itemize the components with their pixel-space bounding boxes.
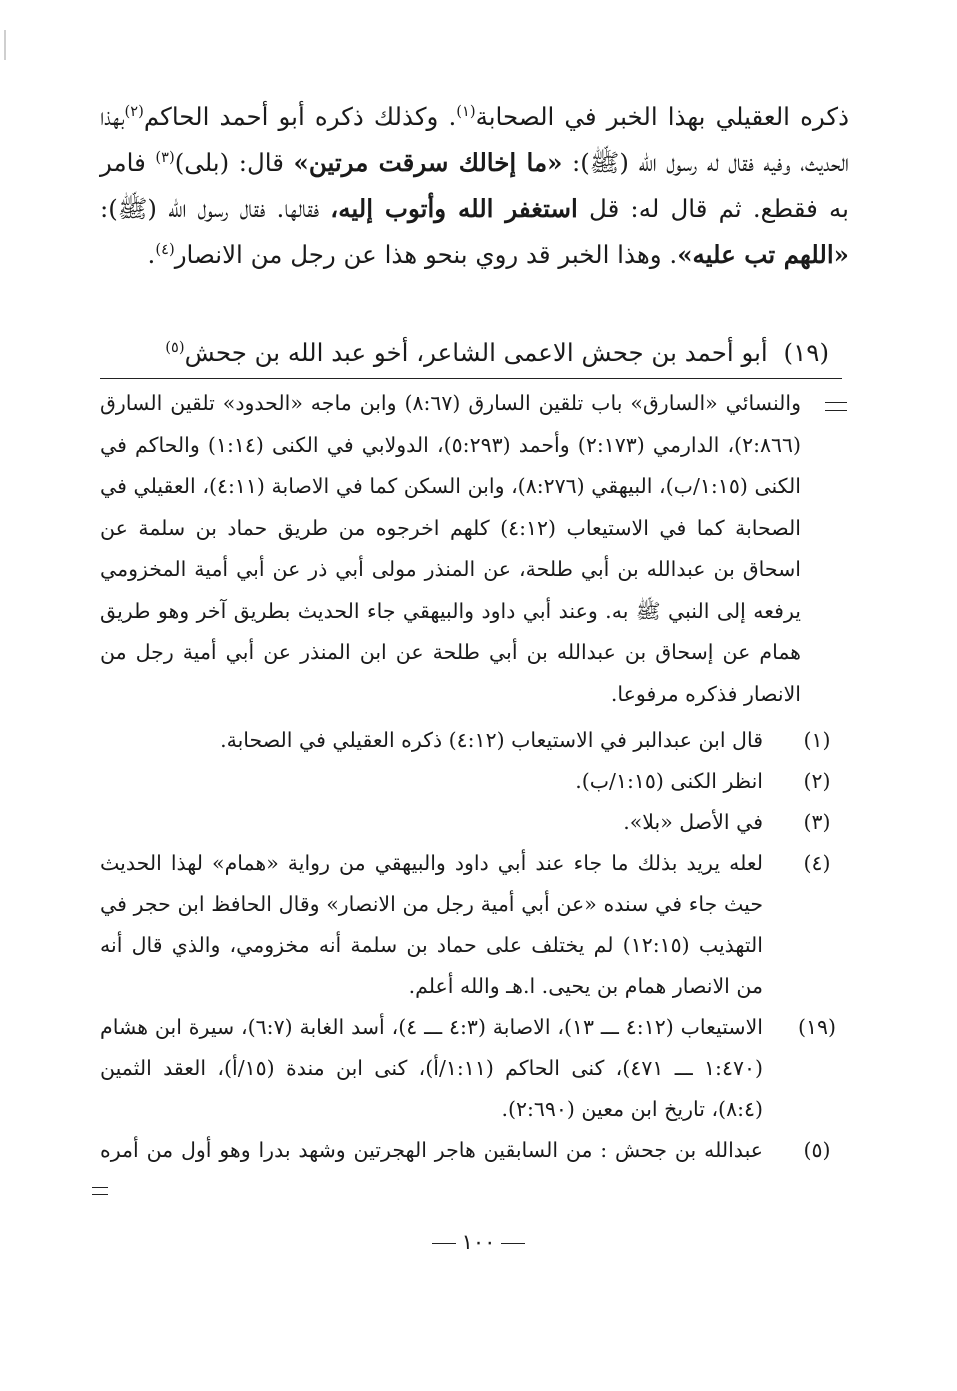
footnote-text: عبدالله بن جحش : من السابقين هاجر الهجرتين وشهد بدرا وهو أول من أمره — [100, 1138, 763, 1162]
footnote-item — [100, 1130, 845, 1171]
hadith-quote: «ما إخالك سرقت مرتين» — [293, 148, 563, 177]
main-paragraph — [100, 94, 849, 278]
scan-edge-mark — [4, 30, 6, 60]
footnote-ref: (٤) — [155, 240, 175, 258]
footnote-ref: (٣) — [155, 148, 175, 166]
paragraph-run: فامر به فقطع. ثم قال له: قل — [100, 148, 849, 223]
paragraph-run: . — [147, 240, 156, 269]
footnote-ref: (٢) — [124, 102, 144, 120]
paragraph-run: . وكذلك ذكره أبو أحمد الحاكم — [143, 102, 457, 131]
footnote-text: قال ابن عبدالبر في الاستيعاب (٤:١٢) ذكره العقيلي في الصحابة. — [220, 728, 763, 752]
main-paragraph-text — [100, 94, 849, 278]
footnote-ref: (١) — [456, 102, 476, 120]
paragraph-run: . وهذا الخبر قد روي بنحو هذا عن رجل من الانصار — [174, 240, 678, 269]
page-number-dash — [501, 1243, 525, 1244]
page-number-line — [0, 1230, 957, 1254]
footnote-text: لعله يريد بذلك ما جاء عند أبي داود والبيهقي من رواية «همام» لهذا الحديث حيث جاء في سنده «عن أبي أمية رجل من الانصار» وقال الحافظ ابن حجر في التهذيب (١٢:١٥) لم يختلف على حماد بن سلمة أنه مخزومي، والذي قال أنه من الانصار همام بن يحيى. ا.هـ والله أعلم. — [100, 851, 763, 998]
footnote-number: (١) — [803, 728, 831, 752]
footnote-text: في الأصل «بلا». — [623, 810, 763, 834]
footnote-number: (٤) — [803, 851, 831, 875]
entry-footnote-ref: (٥) — [165, 338, 185, 356]
paragraph-run: ذكره العقيلي بهذا الخبر في الصحابة — [475, 102, 849, 131]
footnote-item — [100, 802, 845, 843]
paragraph-run: فقالها. فقال رسول الله (ﷺ): — [100, 194, 331, 223]
footnote-text: الاستيعاب (٤:١٢ ـــ ١٣)، الاصابة (٤:٣ ـــ ٤)، أسد الغابة (٦:٧)، سيرة ابن هشام (١:٤٧٠ ـــ ٤٧١)، كنى الحاكم (١:١١/أ)، كنى ابن مندة (١٥/أ)، العقد الثمين (٨:٤)، تاريخ ابن معين (٢:٦٩٠). — [100, 1015, 763, 1121]
footnote-number: (٥) — [803, 1138, 831, 1162]
footnote-list — [100, 720, 845, 1171]
page-number: ١٠٠ — [461, 1230, 496, 1254]
continued-footnote-text: والنسائي «السارق» باب تلقين السارق (٨:٦٧) وابن ماجه «الحدود» تلقين السارق (٢:٨٦٦)، الدارمي (٢:١٧٣) وأحمد (٥:٢٩٣)، الدولابي في الكنى (١:١٤) والحاكم في الكنى (١:١٥/ب)، البيهقي (٨:٢٧٦)، وابن السكن كما في الاصابة (٤:١١)، العقيلي في الصحابة كما في الاستيعاب (٤:١٢) كلهم اخرجوه من طريق حماد بن سلمة عن اسحاق بن عبدالله بن أبي طلحة، عن المنذر مولى أبي ذر عن أبي أمية المخزومي يرفعه إلى النبي ﷺ به. وعند أبي داود والبيهقي جاء الحديث بطريق آخر وهو طريق همام عن إسحاق بن عبدالله بن أبي طلحة عن ابن المنذر عن أبي أمية رجل من الانصار فذكره مرفوعا. — [100, 391, 802, 706]
footnote-item — [100, 720, 845, 761]
footnote-item — [100, 1007, 845, 1130]
footnote-item — [100, 843, 845, 1007]
hadith-quote: استغفر الله وأتوب إليه، — [330, 194, 578, 223]
continued-footnote — [100, 383, 845, 715]
footnote-divider — [100, 378, 842, 379]
footnote-number: (٢) — [803, 769, 831, 793]
paragraph-run: بهذا الحديث، وفيه فقال له رسول الله (ﷺ): — [100, 102, 850, 177]
footnote-number: (١٩) — [797, 1015, 837, 1039]
paragraph-run: قال: (بلى) — [174, 148, 294, 177]
entry-title: أبو أحمد بن جحش الاعمى الشاعر، أخو عبد الله بن جحش — [184, 338, 768, 367]
footnote-number: (٣) — [803, 810, 831, 834]
entry-number: (١٩) — [783, 338, 829, 367]
page-number-dash — [432, 1243, 456, 1244]
continuation-mark-bottom — [92, 1187, 108, 1195]
footnote-item — [100, 761, 845, 802]
entry-heading — [165, 330, 829, 376]
hadith-quote: «اللهم تب عليه» — [677, 240, 849, 269]
footnote-text: انظر الكنى (١:١٥/ب). — [575, 769, 763, 793]
